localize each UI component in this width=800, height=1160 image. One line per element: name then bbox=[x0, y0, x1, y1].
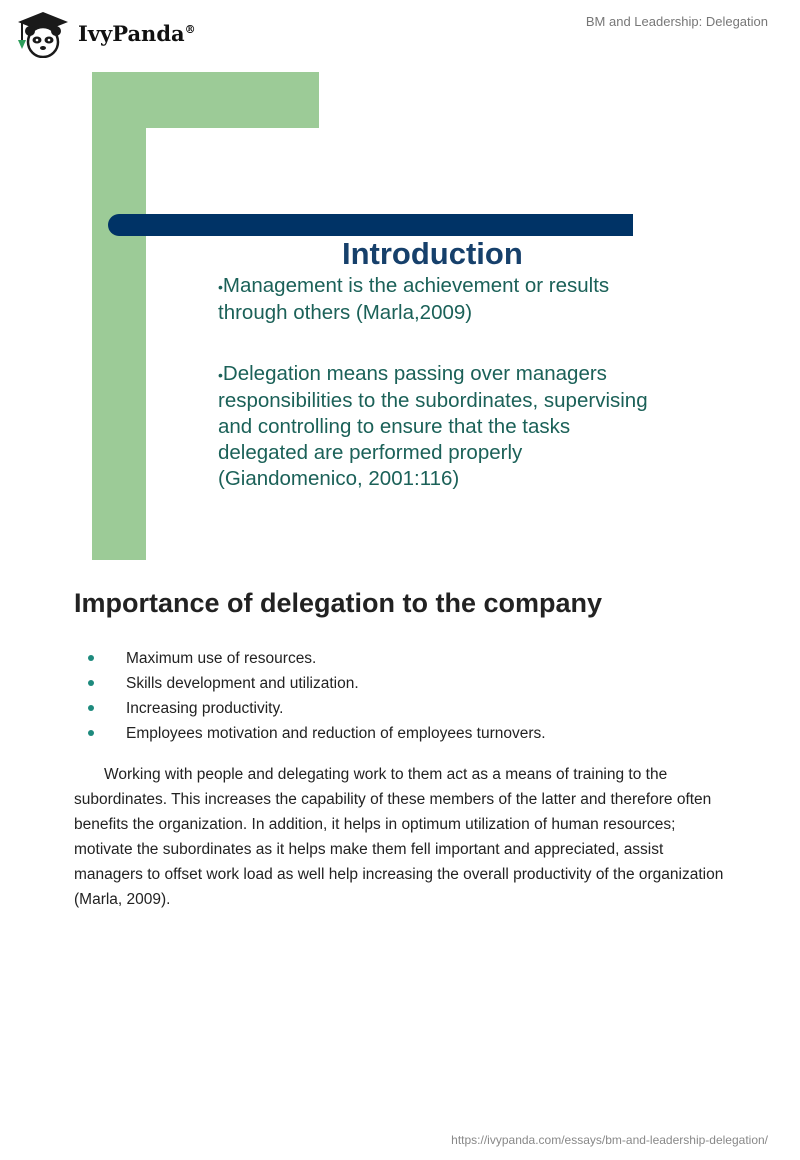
brand-name: IvyPanda® bbox=[78, 20, 196, 46]
importance-list bbox=[74, 646, 546, 746]
slide-navy-bar bbox=[108, 214, 633, 236]
document-title: BM and Leadership: Delegation bbox=[585, 14, 768, 29]
slide-bullet-dot: • bbox=[218, 367, 223, 383]
slide-title: Introduction bbox=[342, 236, 523, 271]
bullet-dot bbox=[88, 730, 94, 736]
slide-corner bbox=[146, 128, 196, 178]
slide-image bbox=[92, 72, 662, 562]
list-item: Employees motivation and reduction of employees turnovers. bbox=[74, 721, 546, 746]
panda-logo-icon bbox=[14, 8, 72, 58]
body-paragraph: Working with people and delegating work to them act as a means of training to the subordinates. This increases the capability of these members of the latter and therefore often benefits the organization. In addition, it helps in optimum utilization of human resources; motivate the subordinates as it helps make them fell important and appreciated, assist managers to offset work load as well help increasing the overall productivity of the organization (Marla, 2009). bbox=[74, 766, 724, 908]
slide-bullet-1: •Management is the achievement or results through others (Marla,2009) bbox=[218, 274, 610, 324]
bullet-dot bbox=[88, 705, 94, 711]
brand-logo[interactable] bbox=[14, 8, 196, 58]
section-heading: Importance of delegation to the company bbox=[74, 588, 603, 618]
slide-bullet-2: •Delegation means passing over managers responsibilities to the subordinates, supervising and controlling to ensure that the tasks delegated are performed properly (Giandomenico, 2001:116) bbox=[218, 362, 648, 490]
list-item: Increasing productivity. bbox=[74, 696, 546, 721]
slide-bullet-dot: • bbox=[218, 279, 223, 295]
list-item: Maximum use of resources. bbox=[74, 646, 546, 671]
bullet-dot bbox=[88, 680, 94, 686]
list-item: Skills development and utilization. bbox=[74, 671, 546, 696]
bullet-dot bbox=[88, 655, 94, 661]
footer-url-link[interactable]: https://ivypanda.com/essays/bm-and-leadership-delegation/ bbox=[451, 1133, 768, 1147]
slide-green-bar-top bbox=[92, 72, 319, 128]
slide-green-bar bbox=[92, 72, 146, 560]
